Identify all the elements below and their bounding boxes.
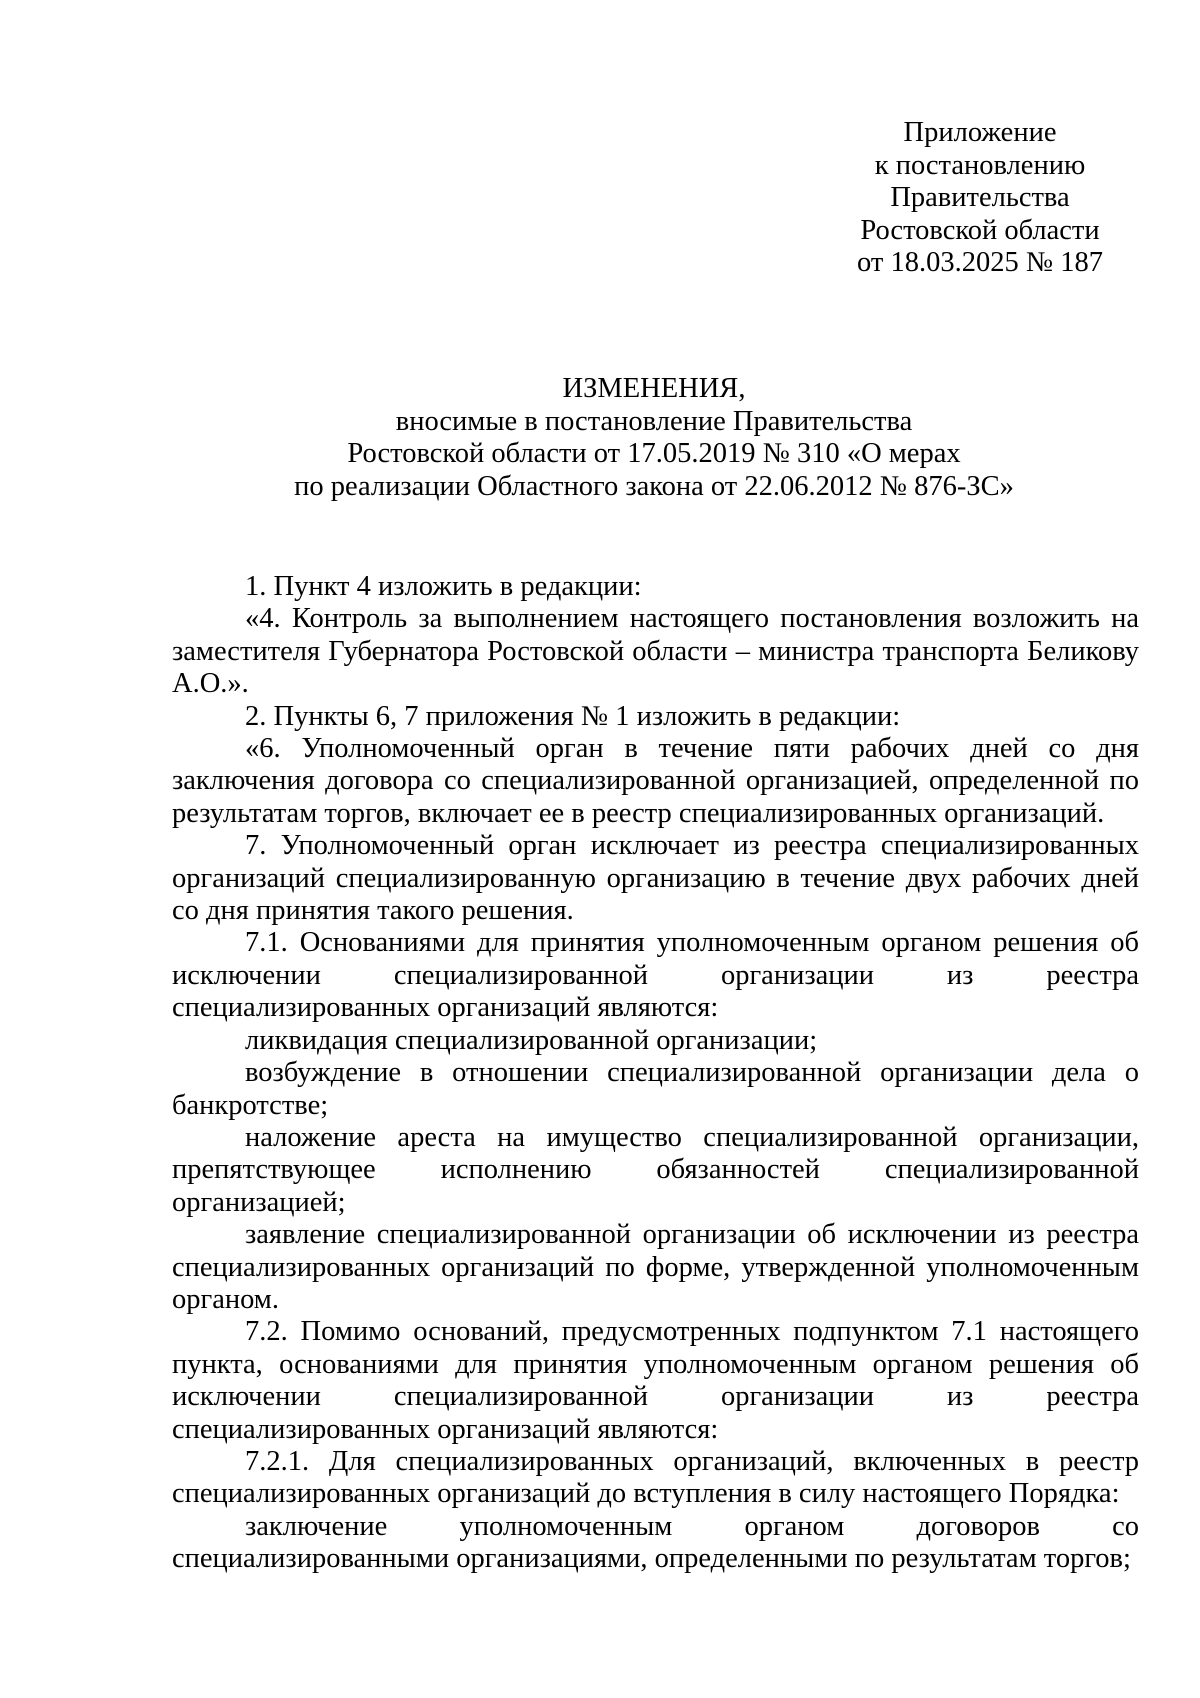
appendix-line: Правительства <box>890 182 1070 213</box>
appendix-date-number: от 18.03.2025 № 187 <box>857 247 1103 278</box>
paragraph: 7.2. Помимо оснований, предусмотренных подпунктом 7.1 настоящего пункта, основаниями для принятия уполномоченным органом решения об исключении специализированной организации из реестра специализированных организаций являются: <box>172 1316 1139 1445</box>
title-line: Ростовской области от 17.05.2019 № 310 «О мерах <box>347 438 961 469</box>
paragraph: 7. Уполномоченный орган исключает из реестра специализированных организаций специализированную организацию в течение двух рабочих дней со дня принятия такого решения. <box>172 830 1139 927</box>
appendix-line: к постановлению <box>874 149 1086 181</box>
paragraph: 1. Пункт 4 изложить в редакции: <box>245 571 642 602</box>
appendix-line: Приложение <box>903 117 1057 148</box>
paragraph: 7.2.1. Для специализированных организаций, включенных в реестр специализированных организаций до вступления в силу настоящего Порядка: <box>172 1445 1139 1510</box>
paragraph: 7.1. Основаниями для принятия уполномоченным органом решения об исключении специализированной организации из реестра специализированных организаций являются: <box>172 927 1139 1024</box>
paragraph: «4. Контроль за выполнением настоящего постановления возложить на заместителя Губернатора Ростовской области – министра транспорта Беликову А.О.». <box>172 603 1139 700</box>
paragraph: возбуждение в отношении специализированной организации дела о банкротстве; <box>172 1057 1139 1121</box>
title-heading: ИЗМЕНЕНИЯ, <box>562 373 746 404</box>
title-line: вносимые в постановление Правительства <box>395 405 913 437</box>
paragraph: наложение ареста на имущество специализированной организации, препятствующее исполнению обязанностей специализированной организацией; <box>172 1121 1139 1218</box>
title-line: по реализации Областного закона от 22.06.2012 № 876-ЗС» <box>294 470 1014 502</box>
paragraph: заявление специализированной организации об исключении из реестра специализированных организаций по форме, утвержденной уполномоченным органом. <box>172 1219 1139 1315</box>
document-title <box>170 373 1138 503</box>
paragraph: 2. Пункты 6, 7 приложения № 1 изложить в редакции: <box>245 700 901 732</box>
appendix-header <box>830 117 1130 280</box>
document-body <box>172 571 1139 1576</box>
appendix-line: Ростовской области <box>860 214 1100 246</box>
paragraph: «6. Уполномоченный орган в течение пяти рабочих дней со дня заключения договора со специализированной организацией, определенной по результатам торгов, включает ее в реестр специализированных организаций. <box>172 733 1139 829</box>
paragraph: заключение уполномоченным органом договоров со специализированными организациями, определенными по результатам торгов; <box>172 1510 1139 1575</box>
paragraph: ликвидация специализированной организации; <box>245 1024 818 1056</box>
